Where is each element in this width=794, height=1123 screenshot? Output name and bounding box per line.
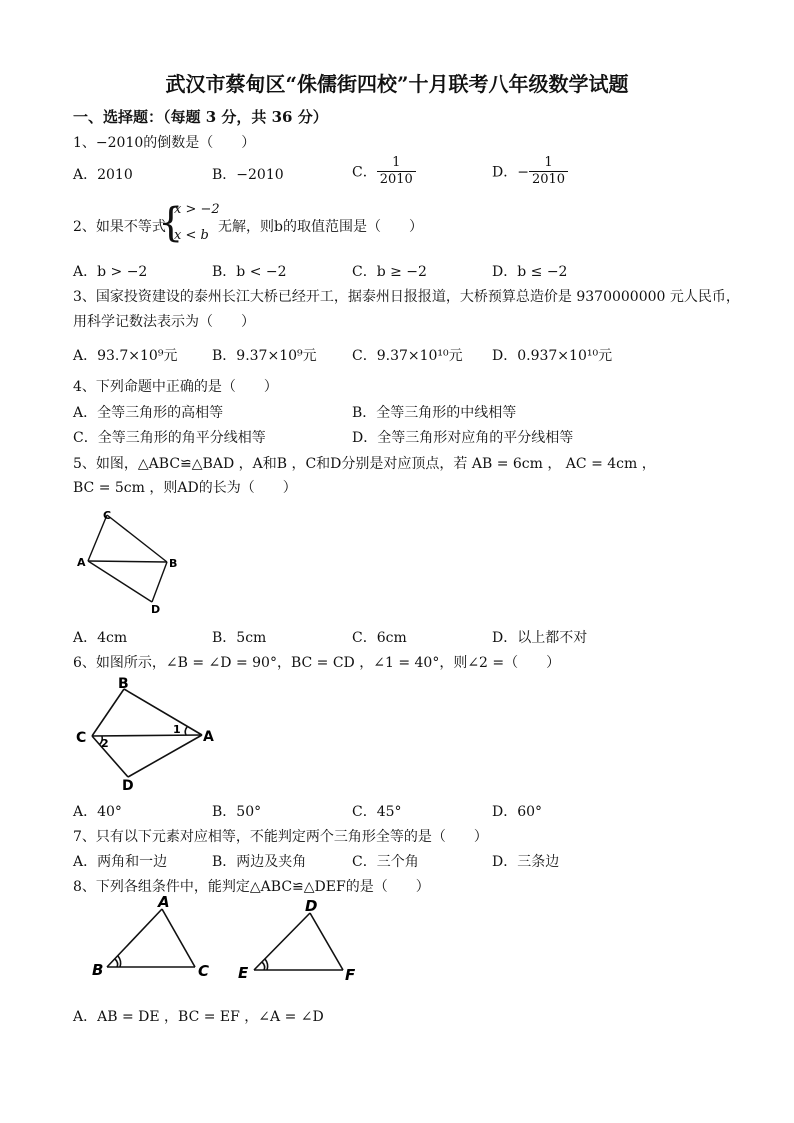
vertex-label-c: C xyxy=(198,962,210,980)
q2-option-b: B．b < −2 xyxy=(212,264,287,280)
q2-option-c: C．b ≥ −2 xyxy=(352,264,427,280)
q3-option-b: B．9.37×10⁹元 xyxy=(212,348,317,364)
question-4-stem: 4、下列命题中正确的是（ ） xyxy=(73,379,278,395)
q8-option-a: A．AB = DE ，BC = EF ，∠A = ∠D xyxy=(73,1009,324,1025)
q1-option-d-fraction xyxy=(529,155,568,188)
page-title: 武汉市蔡甸区“侏儒街四校”十月联考八年级数学试题 xyxy=(165,72,629,96)
question-2-stem-pre: 2、如果不等式 xyxy=(73,219,166,235)
q5-figure-triangles xyxy=(72,505,192,623)
question-5-stem-line-2: BC = 5cm ，则AD的长为（ ） xyxy=(73,480,297,496)
q1-option-d-label: D．− xyxy=(492,164,529,181)
q4-option-d: D．全等三角形对应角的平分线相等 xyxy=(352,430,574,446)
edge-cb xyxy=(107,515,167,562)
vertex-label-e: E xyxy=(238,964,249,982)
vertex-label-a: A xyxy=(158,893,170,911)
fraction-numerator: 1 xyxy=(377,155,416,172)
edge-de xyxy=(254,913,310,970)
q3-option-d: D．0.937×10¹⁰元 xyxy=(492,348,613,364)
edge-ac xyxy=(162,909,195,967)
vertex-label-b: B xyxy=(118,676,129,692)
edge-da xyxy=(128,735,202,777)
q1-option-c-fraction xyxy=(377,155,416,188)
angle-label-2: 2 xyxy=(101,737,109,750)
edge-bd xyxy=(152,562,167,602)
q3-option-c: C．9.37×10¹⁰元 xyxy=(352,348,463,364)
edge-bc xyxy=(92,689,124,736)
q7-option-b: B．两边及夹角 xyxy=(212,854,307,870)
q5-option-a: A．4cm xyxy=(73,630,128,646)
q5-option-d: D．以上都不对 xyxy=(492,630,588,646)
q4-option-b: B．全等三角形的中线相等 xyxy=(352,405,517,421)
vertex-label-d: D xyxy=(151,603,161,616)
q4-option-a: A．全等三角形的高相等 xyxy=(73,405,224,421)
fraction-denominator: 2010 xyxy=(379,172,413,187)
question-7-stem: 7、只有以下元素对应相等，不能判定两个三角形全等的是（ ） xyxy=(73,829,488,845)
edge-ba xyxy=(124,689,202,735)
vertex-label-b: B xyxy=(92,961,104,979)
vertex-label-a: A xyxy=(203,729,214,745)
edge-ad xyxy=(88,561,152,602)
angle-e-arc-inner xyxy=(262,962,265,970)
edge-df xyxy=(310,913,343,970)
angle-label-1: 1 xyxy=(173,723,181,736)
fraction-denominator: 2010 xyxy=(531,172,566,187)
question-3-stem-line-2: 用科学记数法表示为（ ） xyxy=(73,314,255,330)
q3-option-a: A．93.7×10⁹元 xyxy=(73,348,178,364)
q8-figure-triangles xyxy=(88,893,373,998)
vertex-label-a: A xyxy=(77,556,86,569)
q2-option-d: D．b ≤ −2 xyxy=(492,264,568,280)
q7-option-d: D．三条边 xyxy=(492,854,560,870)
inequality-line-1: x > −2 xyxy=(174,202,220,217)
angle-e-arc xyxy=(265,959,268,970)
q1-option-d xyxy=(492,155,568,188)
question-6-stem: 6、如图所示，∠B = ∠D = 90°，BC = CD ，∠1 = 40°，则∠2 =（ ） xyxy=(73,655,561,671)
vertex-label-d: D xyxy=(122,778,134,794)
system-brace: { xyxy=(158,200,184,246)
q6-option-d: D．60° xyxy=(492,804,543,820)
q7-option-a: A．两角和一边 xyxy=(73,854,168,870)
vertex-label-b: B xyxy=(169,557,178,570)
vertex-label-c: C xyxy=(76,730,87,746)
q5-option-c: C．6cm xyxy=(352,630,407,646)
edge-ab xyxy=(88,561,167,562)
vertex-label-f: F xyxy=(345,966,356,984)
angle-b-arc-inner xyxy=(115,959,118,967)
fraction-numerator: 1 xyxy=(529,155,568,172)
q6-option-b: B．50° xyxy=(212,804,262,820)
question-3-stem-line-1: 3、国家投资建设的泰州长江大桥已经开工，据泰州日报报道，大桥预算总造价是 9370000000 元人民币， xyxy=(73,289,740,305)
section-heading: 一、选择题：（每题 3 分，共 36 分） xyxy=(73,108,328,126)
question-2-stem-post: 无解，则b的取值范围是（ ） xyxy=(218,219,423,235)
inequality-line-2: x < b xyxy=(174,228,209,243)
q6-option-a: A．40° xyxy=(73,804,122,820)
q5-option-b: B．5cm xyxy=(212,630,267,646)
angle-1-arc xyxy=(185,727,187,735)
q1-option-b: B．−2010 xyxy=(212,167,284,183)
edge-ab xyxy=(107,909,162,967)
vertex-label-c: C xyxy=(103,509,112,522)
q7-option-c: C．三个角 xyxy=(352,854,419,870)
question-1-stem: 1、−2010的倒数是（ ） xyxy=(73,135,256,151)
vertex-label-d: D xyxy=(305,897,318,915)
angle-b-arc xyxy=(118,956,121,967)
question-5-stem-line-1: 5、如图，△ABC≌△BAD ，A和B ，C和D分别是对应顶点，若 AB = 6cm ， AC = 4cm ， xyxy=(73,456,656,472)
q6-figure-kite xyxy=(72,673,222,798)
q1-option-a: A．2010 xyxy=(73,167,133,183)
q6-option-c: C．45° xyxy=(352,804,402,820)
q2-option-a: A．b > −2 xyxy=(73,264,148,280)
q1-option-c xyxy=(352,155,416,188)
edge-cd xyxy=(92,736,128,777)
q1-option-c-label: C． xyxy=(352,164,377,181)
question-8-stem: 8、下列各组条件中，能判定△ABC≌△DEF的是（ ） xyxy=(73,879,430,895)
q4-option-c: C．全等三角形的角平分线相等 xyxy=(73,430,266,446)
